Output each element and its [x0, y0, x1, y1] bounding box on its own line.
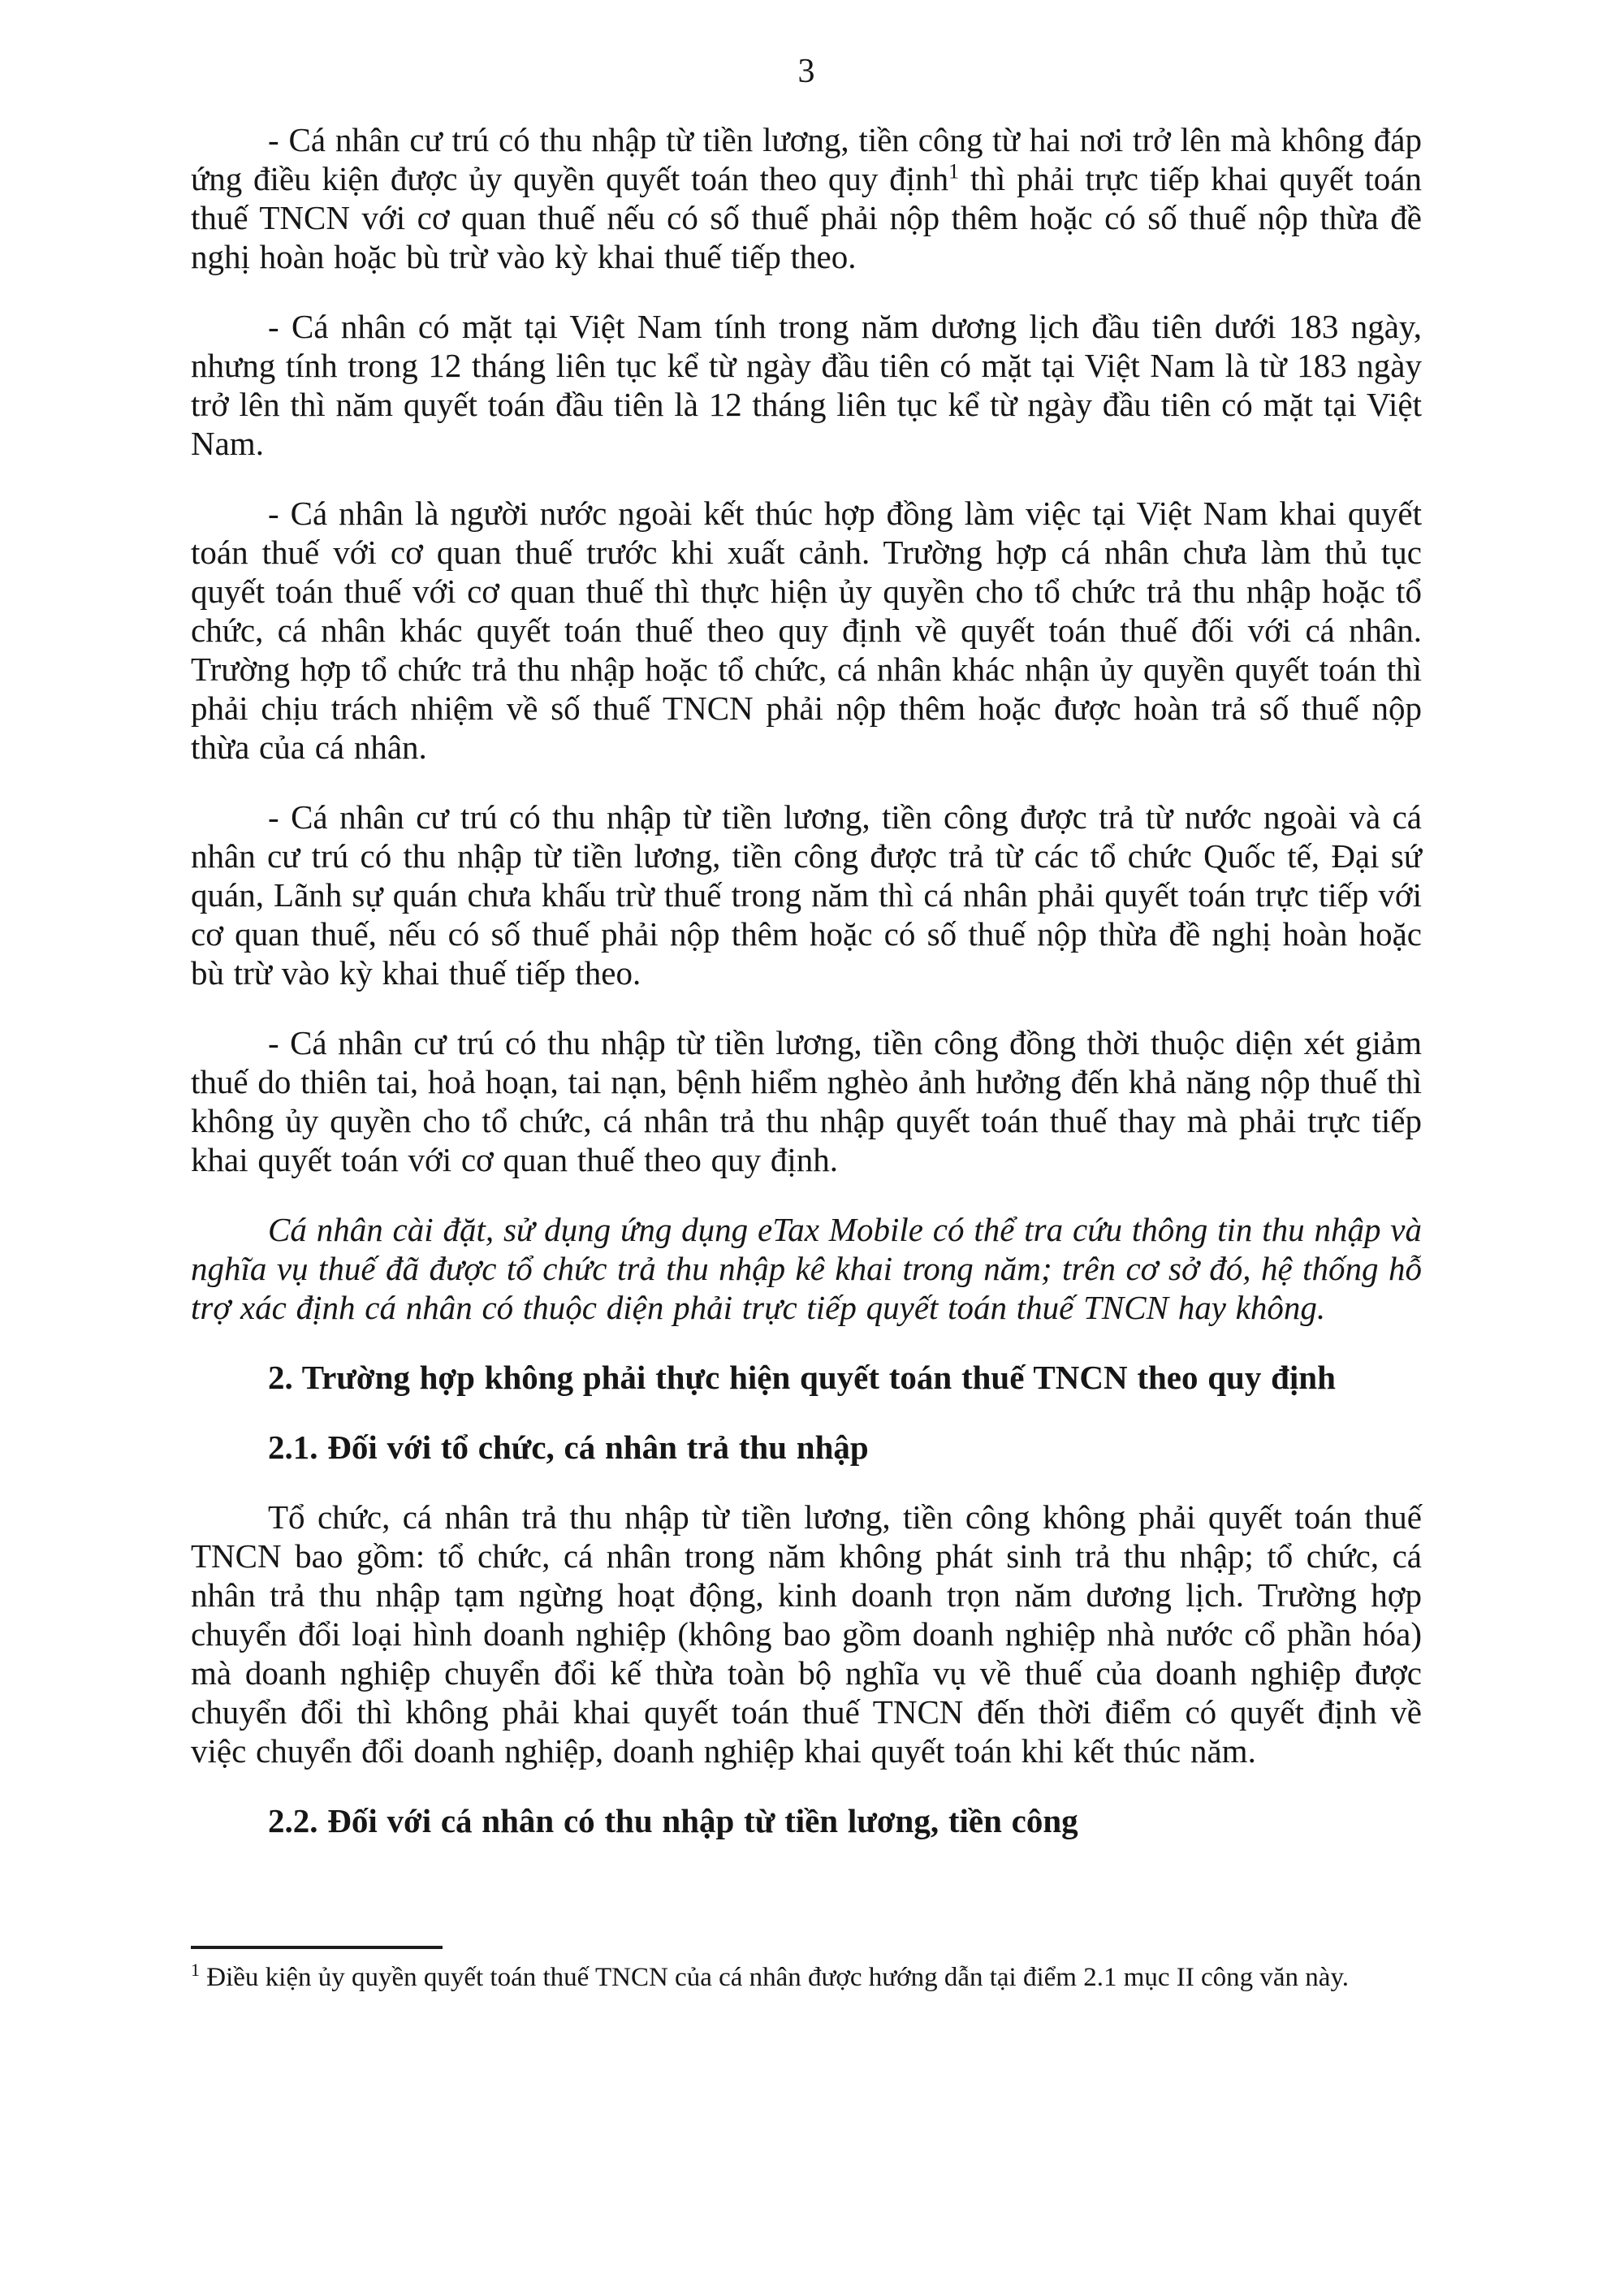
heading-section-2-1: 2.1. Đối với tổ chức, cá nhân trả thu nhập: [268, 1428, 869, 1466]
footnote-separator-line: [191, 1946, 443, 1949]
heading-section-2: 2. Trường hợp không phải thực hiện quyết toán thuế TNCN theo quy định: [268, 1359, 1336, 1396]
footnote-marker: 1: [191, 1960, 200, 1980]
footnote-body: Điều kiện ủy quyền quyết toán thuế TNCN của cá nhân được hướng dẫn tại điểm 2.1 mục II công văn này.: [206, 1963, 1350, 1992]
page-number: 3: [797, 53, 815, 90]
paragraph-text: thì phải trực tiếp khai quyết toán thuế TNCN với cơ quan thuế nếu có số thuế phải nộp thêm hoặc có số thuế nộp thừa đề nghị hoàn hoặc bù trừ vào kỳ khai thuế tiếp theo.: [191, 160, 1422, 275]
paragraph-183-days-rule: - Cá nhân có mặt tại Việt Nam tính trong năm dương lịch đầu tiên dưới 183 ngày, nhưng tính trong 12 tháng liên tục kể từ ngày đầu tiên có mặt tại Việt Nam là từ 183 ngày trở lên thì năm quyết toán đầu tiên là 12 tháng liên tục kể từ ngày đầu tiên có mặt tại Việt Nam.: [191, 308, 1422, 462]
paragraph-organizations-exempt: Tổ chức, cá nhân trả thu nhập từ tiền lương, tiền công không phải quyết toán thuế TNCN bao gồm: tổ chức, cá nhân trong năm không phát sinh trả thu nhập; tổ chức, cá nhân trả thu nhập tạm ngừng hoạt động, kinh doanh trọn năm dương lịch. Trường hợp chuyển đổi loại hình doanh nghiệp (không bao gồm doanh nghiệp nhà nước cổ phần hóa) mà doanh nghiệp chuyển đổi kế thừa toàn bộ nghĩa vụ về thuế của doanh nghiệp được chuyển đổi thì không phải khai quyết toán thuế TNCN đến thời điểm có quyết định về việc chuyển đổi doanh nghiệp, doanh nghiệp khai quyết toán khi kết thúc năm.: [191, 1498, 1422, 1770]
footnote-text: [191, 1960, 1422, 1995]
paragraph-etax-mobile-note: Cá nhân cài đặt, sử dụng ứng dụng eTax Mobile có thể tra cứu thông tin thu nhập và nghĩa vụ thuế đã được tổ chức trả thu nhập kê khai trong năm; trên cơ sở đó, hệ thống hỗ trợ xác định cá nhân có thuộc diện phải trực tiếp quyết toán thuế TNCN hay không.: [191, 1211, 1422, 1326]
footnote-area: [191, 1946, 1422, 1995]
footnote-reference-mark: 1: [948, 159, 960, 184]
paragraph-income-two-sources: [191, 120, 1422, 276]
paragraph-foreigner-contract-end: - Cá nhân là người nước ngoài kết thúc hợp đồng làm việc tại Việt Nam khai quyết toán thuế với cơ quan thuế trước khi xuất cảnh. Trường hợp cá nhân chưa làm thủ tục quyết toán thuế với cơ quan thuế thì thực hiện ủy quyền cho tổ chức trả thu nhập hoặc tổ chức, cá nhân khác quyết toán thuế theo quy định về quyết toán thuế đối với cá nhân. Trường hợp tổ chức trả thu nhập hoặc tổ chức, cá nhân khác nhận ủy quyền quyết toán thì phải chịu trách nhiệm về số thuế TNCN phải nộp thêm hoặc được hoàn trả số thuế nộp thừa của cá nhân.: [191, 495, 1422, 766]
paragraph-text: - Cá nhân cư trú có thu nhập từ tiền lương, tiền công từ hai nơi trở lên mà không đáp ứng điều kiện được ủy quyền quyết toán theo quy định: [191, 121, 1422, 197]
paragraph-income-paid-from-abroad: - Cá nhân cư trú có thu nhập từ tiền lương, tiền công được trả từ nước ngoài và cá nhân cư trú có thu nhập từ tiền lương, tiền công được trả từ các tổ chức Quốc tế, Đại sứ quán, Lãnh sự quán chưa khấu trừ thuế trong năm thì cá nhân phải quyết toán trực tiếp với cơ quan thuế, nếu có số thuế phải nộp thêm hoặc có số thuế nộp thừa đề nghị hoàn hoặc bù trừ vào kỳ khai thuế tiếp theo.: [191, 798, 1422, 992]
document-body: [191, 50, 1422, 1871]
heading-section-2-2: 2.2. Đối với cá nhân có thu nhập từ tiền lương, tiền công: [268, 1802, 1078, 1839]
paragraph-tax-reduction-cases: - Cá nhân cư trú có thu nhập từ tiền lương, tiền công đồng thời thuộc diện xét giảm thuế do thiên tai, hoả hoạn, tai nạn, bệnh hiểm nghèo ảnh hưởng đến khả năng nộp thuế thì không ủy quyền cho tổ chức, cá nhân trả thu nhập quyết toán thuế thay mà phải trực tiếp khai quyết toán với cơ quan thuế theo quy định.: [191, 1024, 1422, 1178]
